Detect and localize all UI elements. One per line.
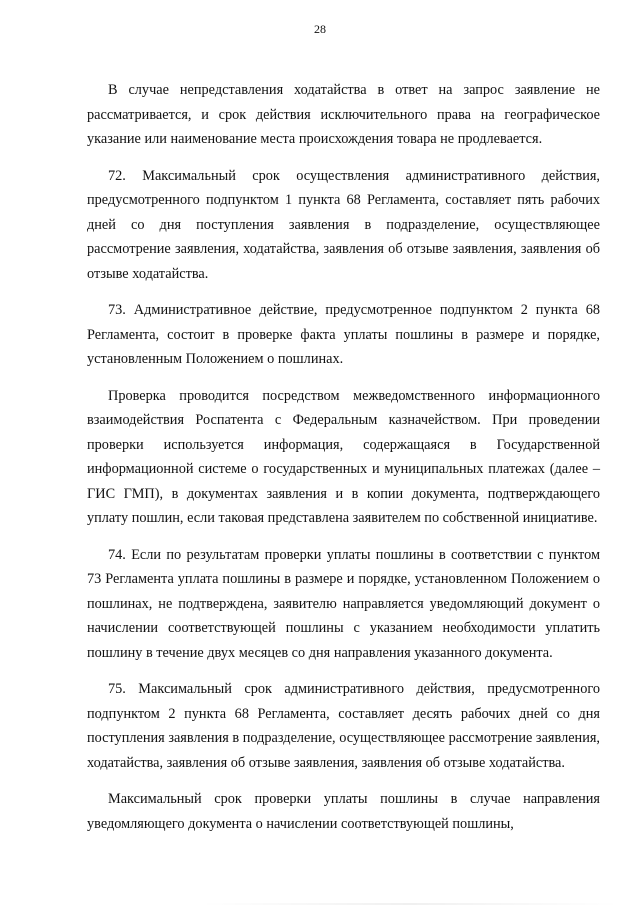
paragraph-fee-verification: Проверка проводится посредством межведомственного информационного взаимодействия Роспатента с Федеральным казначейством. При проведении проверки используется информация, содержащаяся в Государственной информационной системе о государственных и муниципальных платежах (далее – ГИС ГМП), в документах заявления и в копии документа, подтверждающего уплату пошлин, если таковая представлена заявителем по собственной инициативе. xyxy=(87,387,600,526)
paragraph-73: 73. Административное действие, предусмотренное подпунктом 2 пункта 68 Регламента, состоит в проверке факта уплаты пошлины в размере и порядке, установленным Положением о пошлинах. xyxy=(87,302,600,367)
paragraph-75: 75. Максимальный срок административного действия, предусмотренного подпунктом 2 пункта 68 Регламента, составляет десять рабочих дней со дня поступления заявления в подразделение, осуществляющее рассмотрение заявления, ходатайства, заявления об отзыве заявления, заявления об отзыве ходатайства. xyxy=(87,681,600,771)
document-body xyxy=(87,78,600,836)
paragraph-max-verification-term: Максимальный срок проверки уплаты пошлины в случае направления уведомляющего документа о начислении соответствующей пошлины, xyxy=(87,791,600,832)
paragraph-74: 74. Если по результатам проверки уплаты пошлины в соответствии с пунктом 73 Регламента уплата пошлины в размере и порядке, установленном Положением о пошлинах, не подтверждена, заявителю направляется уведомляющий документ о начислении соответствующей пошлины с указанием необходимости уплатить пошлину в течение двух месяцев со дня направления указанного документа. xyxy=(87,546,600,661)
paragraph-nonsubmission-petition: В случае непредставления ходатайства в ответ на запрос заявление не рассматривается, и срок действия исключительного права на географическое указание или наименование места происхождения товара не продлевается. xyxy=(87,82,600,147)
paragraph-72: 72. Максимальный срок осуществления административного действия, предусмотренного подпунктом 1 пункта 68 Регламента, составляет пять рабочих дней со дня поступления заявления в подразделение, осуществляющее рассмотрение заявления, ходатайства, заявления об отзыве заявления, заявления об отзыве ходатайства. xyxy=(87,167,600,282)
page-number: 28 xyxy=(314,22,326,36)
